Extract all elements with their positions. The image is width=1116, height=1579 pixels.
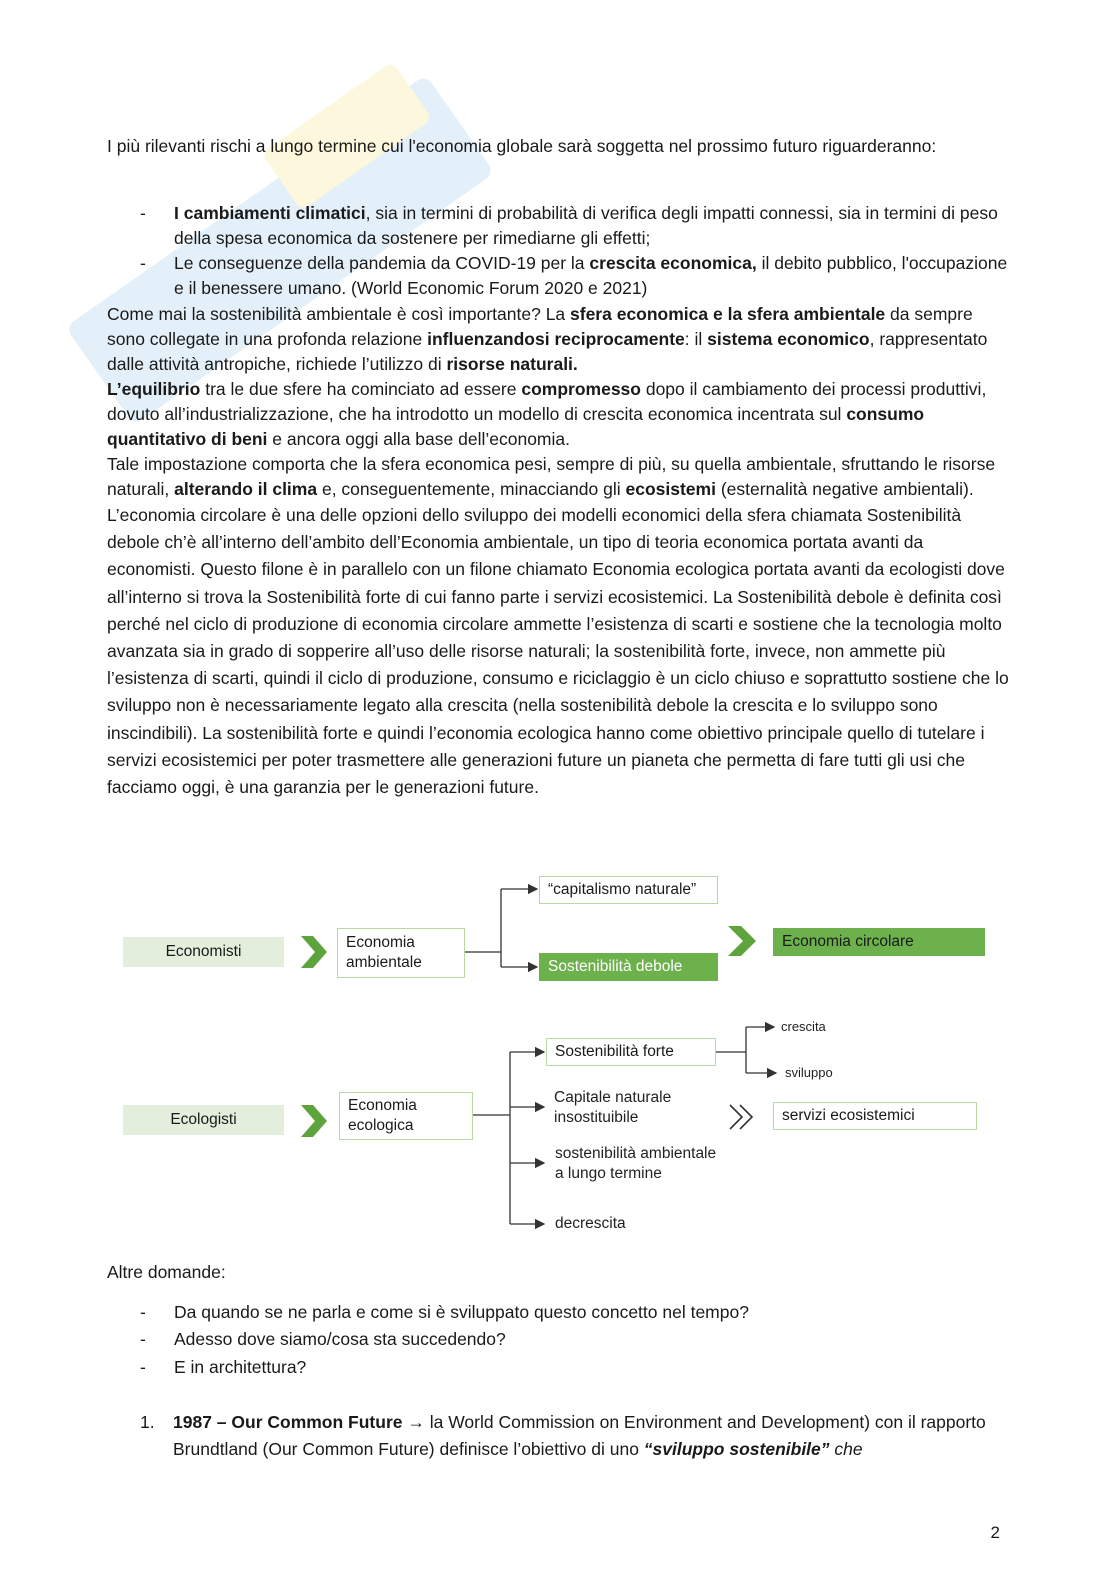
decrescita-label: decrescita [555, 1215, 626, 1232]
question-item: - E in architettura? [140, 1357, 307, 1377]
economia-ecologica-box: Economia ecologica [339, 1092, 473, 1140]
chevron-right-icon [730, 1105, 752, 1129]
crescita-label: crescita [781, 1019, 826, 1034]
sviluppo-label: sviluppo [785, 1065, 833, 1080]
ecologisti-box: Ecologisti [123, 1105, 284, 1135]
chevron-right-icon [301, 936, 327, 968]
paragraph-economia-circolare: L’economia circolare è una delle opzioni dello sviluppo dei modelli economici della sfera chiamata Sostenibilità debole ch’è all’interno dell’ambito dell’Economia ambientale, un tipo di teoria economica portata avanti da economisti. Questo filone è in parallelo con un filone chiamato Economia ecologica portata avanti da ecologisti dove all’interno si trova la Sostenibilità forte di cui fanno parte i servizi ecosistemici. La Sostenibilità debole è definita così perché nel ciclo di produzione di economia circolare ammette l’esistenza di scarti e sostiene che la tecnologia molto avanzata sia in grado di sopperire all’uso delle risorse naturali; la sostenibilità forte, invece, non ammette più l’esistenza di scarti, quindi il ciclo di produzione, consumo e riciclaggio è un ciclo chiuso e soprattutto sostiene che lo sviluppo non è necessariamente legato alla crescita (nella sostenibilità debole la crescita e lo sviluppo sono inscindibili). La sostenibilità forte e quindi l’economia ecologica hanno come obiettivo principale quello di tutelare i servizi ecosistemici per poter trasmettere alle generazioni future un pianeta che permetta di fare tutti gli usi che facciamo oggi, è una garanzia per le generazioni future. [107, 505, 1009, 798]
capitale-naturale-label: Capitale naturale insostituibile [554, 1089, 672, 1126]
economisti-box: Economisti [123, 937, 284, 967]
sostenibilita-ambientale-label: sostenibilità ambientale a lungo termine [555, 1145, 717, 1182]
numbered-item-1987: 1. 1987 – Our Common Future → la World Commission on Environment and Development) con il rapporto Brundtland (Our Common Future) definisce l’obiettivo di uno “sviluppo sostenibile” che [140, 1412, 986, 1459]
altre-domande-heading: Altre domande: [107, 1262, 226, 1282]
economia-circolare-box: Economia circolare [773, 928, 985, 956]
body-text [107, 302, 1012, 801]
bullet-item: - I cambiamenti climatici, sia in termini di probabilità di verifica degli impatti connessi, sia in termini di peso della spesa economica da sostenere per rimediarne gli effetti; [140, 203, 998, 248]
paragraph-impostazione: Tale impostazione comporta che la sfera economica pesi, sempre di più, su quella ambientale, sfruttando le risorse naturali, alterando il clima e, conseguentemente, minacciando gli ecosistemi (esternalità negative ambientali). [107, 454, 996, 499]
paragraph-equilibrio: L’equilibrio tra le due sfere ha cominciato ad essere compromesso dopo il cambiamento dei processi produttivi, dovuto all’industrializzazione, che ha introdotto un modello di crescita economica incentrata sul consumo quantitativo di beni e ancora oggi alla base dell’economia. [107, 379, 987, 449]
chevron-right-icon [301, 1105, 327, 1137]
chevron-right-icon [728, 926, 756, 956]
capitalismo-naturale-box: “capitalismo naturale” [539, 876, 718, 904]
intro-paragraph: I più rilevanti rischi a lungo termine cui l'economia globale sarà soggetta nel prossimo futuro riguarderanno: [107, 136, 937, 156]
question-item: - Da quando se ne parla e come si è sviluppato questo concetto nel tempo? [140, 1302, 749, 1322]
sostenibilita-forte-box: Sostenibilità forte [546, 1038, 716, 1066]
paragraph-sfere: Come mai la sostenibilità ambientale è così importante? La sfera economica e la sfera ambientale da sempre sono collegate in una profonda relazione influenzandosi reciprocamente: il sistema economico, rappresentato dalle attività antropiche, richiede l’utilizzo di risorse naturali. [107, 304, 988, 374]
servizi-ecosistemici-box: servizi ecosistemici [773, 1102, 977, 1130]
bullet-item: - Le conseguenze della pandemia da COVID-19 per la crescita economica, il debito pubblico, l'occupazione e il benessere umano. (World Economic Forum 2020 e 2021) [140, 253, 1008, 298]
economia-ambientale-box: Economia ambientale [337, 928, 465, 978]
question-item: - Adesso dove siamo/cosa sta succedendo? [140, 1329, 506, 1349]
page-number: 2 [990, 1523, 1000, 1542]
sostenibilita-debole-box: Sostenibilità debole [539, 953, 718, 981]
